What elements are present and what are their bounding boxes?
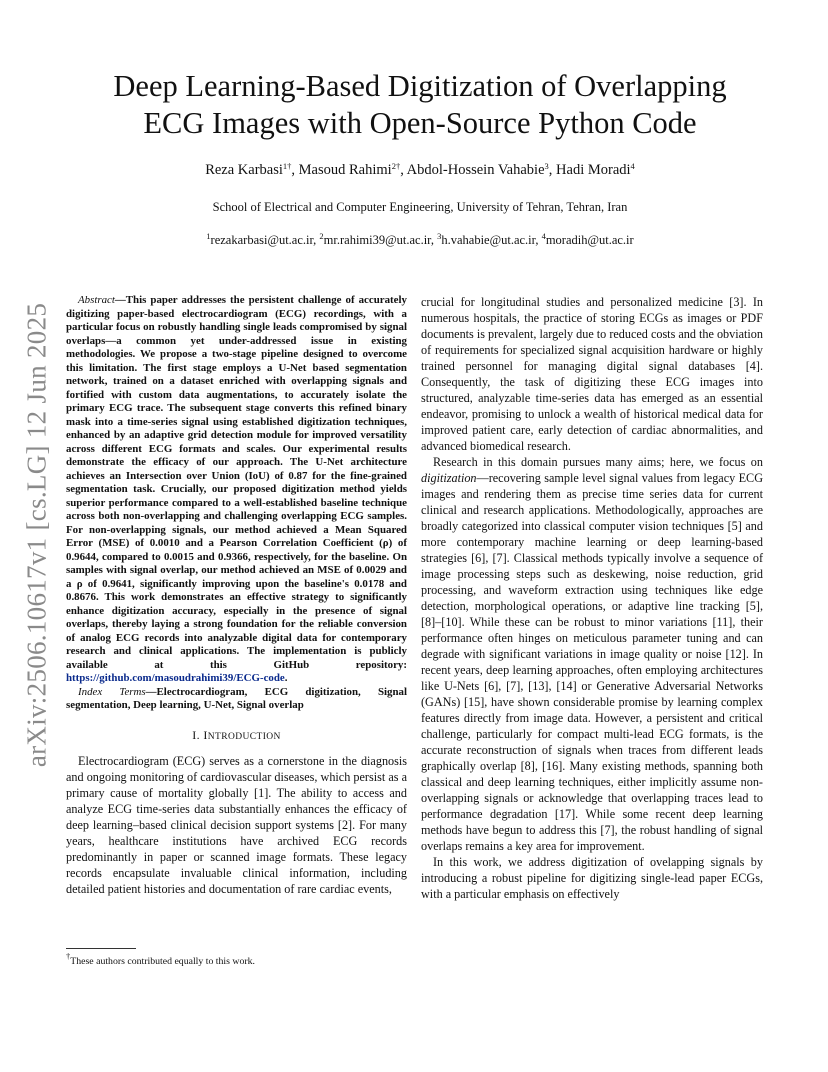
intro-paragraph-1: Electrocardiogram (ECG) serves as a cornerstone in the diagnosis and ongoing monitoring of cardiovascular diseases, which persist as a primary cause of mortality globally [1]. The ability to access and analyze ECG time-series data substantially enhances the efficacy of deep learning–based clinical decision support systems [2]. For many years, healthcare institutions have archived ECG records predominantly in paper or scanned image formats. These legacy records encapsulate invaluable clinical information, including detailed patient histories and documentation of rare cardiac events, [66, 753, 407, 896]
author-name: Hadi Moradi [556, 162, 631, 178]
abstract-label: Abstract [78, 294, 115, 306]
author-sup: 3 [544, 161, 549, 171]
author-list: Reza Karbasi$^{1\dagger}$, Masoud Rahimi$^{2\dagger}$, Abdol-Hossein Vahabie$^3$, Hadi Moradi$^4$ [205, 161, 635, 178]
email-sup: 1 [206, 231, 211, 241]
author-sup: 4 [630, 161, 635, 171]
email: h.vahabie@ut.ac.ir [441, 233, 536, 247]
intro-paragraph-3: In this work, we address digitization of ovelapping signals by introducing a robust pipeline for digitizing single-lead paper ECGs, with a particular emphasis on effectively [421, 855, 763, 901]
para2-start: Research in this domain pursues many aims; here, we focus on [433, 455, 763, 469]
section-title-rest: NTRODUCTION [207, 731, 281, 742]
abstract-text: —This paper addresses the persistent challenge of accurately digitizing paper-based electrocardiogram (ECG) recordings, with a particular focus on robustly handling single leads compromised by signal overlaps—a common yet under-addressed issue in existing methodologies. We propose a two-stage pipeline designed to overcome this limitation. The first stage employs a U-Net based segmentation network, trained on a dataset enriched with overlapping signals and fortified with custom data augmentations, to accurately isolate the primary ECG trace. The subsequent stage converts this refined binary mask into a time-series signal using established digitization techniques, enhanced by an adaptive grid detection module for improved versatility across different ECG formats and scales. Our experimental results demonstrate the efficacy of our approach. The U-Net architecture achieves an Intersection over Union (IoU) of 0.87 for the fine-grained segmentation task. Crucially, our proposed digitization method yields superior performance compared to a well-established baseline technique across both non-overlapping and challenging overlapping ECG samples. For non-overlapping signals, our method achieved a Mean Squared Error (MSE) of 0.0010 and a Pearson Correlation Coefficient (ρ) of 0.9644, compared to 0.0015 and 0.9366, respectively, for the baseline. On samples with signal overlap, our method achieved an MSE of 0.0029 and a ρ of 0.9641, significantly improving upon the baseline's 0.0178 and 0.8676. This work demonstrates an effective strategy to significantly enhance digitization accuracy, especially in the presence of signal overlaps, thereby laying a strong foundation for the reliable conversion of analog ECG records into analyzable digital data for contemporary research and clinical applications. The implementation is publicly available at this GitHub repository: [66, 294, 407, 671]
author-sup: 1† [282, 161, 292, 171]
arxiv-id: arXiv:2506.10617v1 [cs.LG] 12 Jun 2025 [21, 302, 52, 768]
title-line-2: ECG Images with Open-Source Python Code [143, 106, 697, 140]
section-heading-introduction [66, 727, 407, 745]
para2-rest: —recovering sample level signal values from legacy ECG images and rendering them as precise time series data for current clinical and research applications. Methodologically, approaches are broadly categorized into classical computer vision techniques [5] and more contemporary machine learning or deep learning-based strategies [6], [7]. Classical methods typically involve a sequence of image processing steps such as deskewing, noise reduction, grid processing, and waveform extraction using techniques like edge detection, morphological operations, or adaptive line tracking [5], [8]–[10]. While these can be robust to minor variations [11], their performance often hinges on meticulous parameter tuning and can degrade with significant variations in image quality or noise [12]. In recent years, deep learning approaches, often employing architectures like U-Nets [6], [7], [13], [14] or Generative Adversarial Networks (GANs) [15], have shown considerable promise by learning complex features directly from image data. However, a persistent and critical challenge, particularly for compact multi-lead ECG formats, is the accurate reconstruction of signals when traces from different leads graphically overlap [8], [16]. Many existing methods, spanning both classical and deep learning techniques, either implicitly assume non-overlapping signals or acknowledge that overlapping traces lead to performance degradation [17]. While some recent deep learning methods have begun to address this [7], the robust handling of signal overlaps remains a key area for improvement. [421, 471, 763, 853]
author-name: Masoud Rahimi [298, 162, 392, 178]
section-number: I. [192, 727, 200, 742]
footnote-divider [66, 948, 136, 949]
author-sup: 2† [391, 161, 401, 171]
title-line-1: Deep Learning-Based Digitization of Overlapping [113, 69, 727, 103]
abstract-end: . [284, 672, 288, 684]
para2-emphasis: digitization [421, 471, 477, 485]
index-terms-text: —Electrocardiogram, ECG digitization, Signal segmentation, Deep learning, U-Net, Signal overlap [66, 685, 408, 711]
right-column [421, 294, 763, 902]
github-link[interactable]: https://github.com/masoudrahimi39/ECG-code [66, 672, 285, 684]
author-name: Abdol-Hossein Vahabie [406, 162, 545, 178]
email-sup: 3 [437, 231, 442, 241]
affiliation: School of Electrical and Computer Engineering, University of Tehran, Tehran, Iran [212, 200, 628, 214]
email-sup: 2 [319, 231, 324, 241]
abstract [66, 294, 407, 713]
section-title-first: I [203, 727, 208, 742]
footnote-mark: † [66, 951, 71, 961]
index-terms-label: Index Terms [78, 685, 146, 698]
email: moradih@ut.ac.ir [545, 233, 634, 247]
arxiv-sidebar-stamp [14, 300, 60, 770]
left-column [66, 294, 407, 897]
footnote-text: These authors contributed equally to this work. [70, 956, 255, 967]
paper-title [60, 68, 780, 142]
email: rezakarbasi@ut.ac.ir [210, 233, 314, 247]
intro-paragraph-2 [421, 454, 763, 854]
email-list: $^1$rezakarbasi@ut.ac.ir, $^2$mr.rahimi39@ut.ac.ir, $^3$h.vahabie@ut.ac.ir, $^4$moradih@ut.ac.ir [206, 231, 634, 247]
email: mr.rahimi39@ut.ac.ir [323, 233, 431, 247]
footnote [66, 951, 407, 967]
author-name: Reza Karbasi [205, 162, 283, 178]
email-sup: 4 [541, 231, 546, 241]
intro-paragraph-continued: crucial for longitudinal studies and personalized medicine [3]. In numerous hospitals, the practice of storing ECGs as images or PDF documents is prevalent, largely due to reduced costs and the obviation of requirements for specialized signal acquisition hardware or highly trained personnel for managing digital signal databases [4]. Consequently, the task of digitizing these ECG images into structured, analyzable time-series data has emerged as an essential endeavor, promising to unlock a wealth of historical medical data for improved patient care, early detection of cardiac abnormalities, and advanced biomedical research. [421, 295, 763, 453]
